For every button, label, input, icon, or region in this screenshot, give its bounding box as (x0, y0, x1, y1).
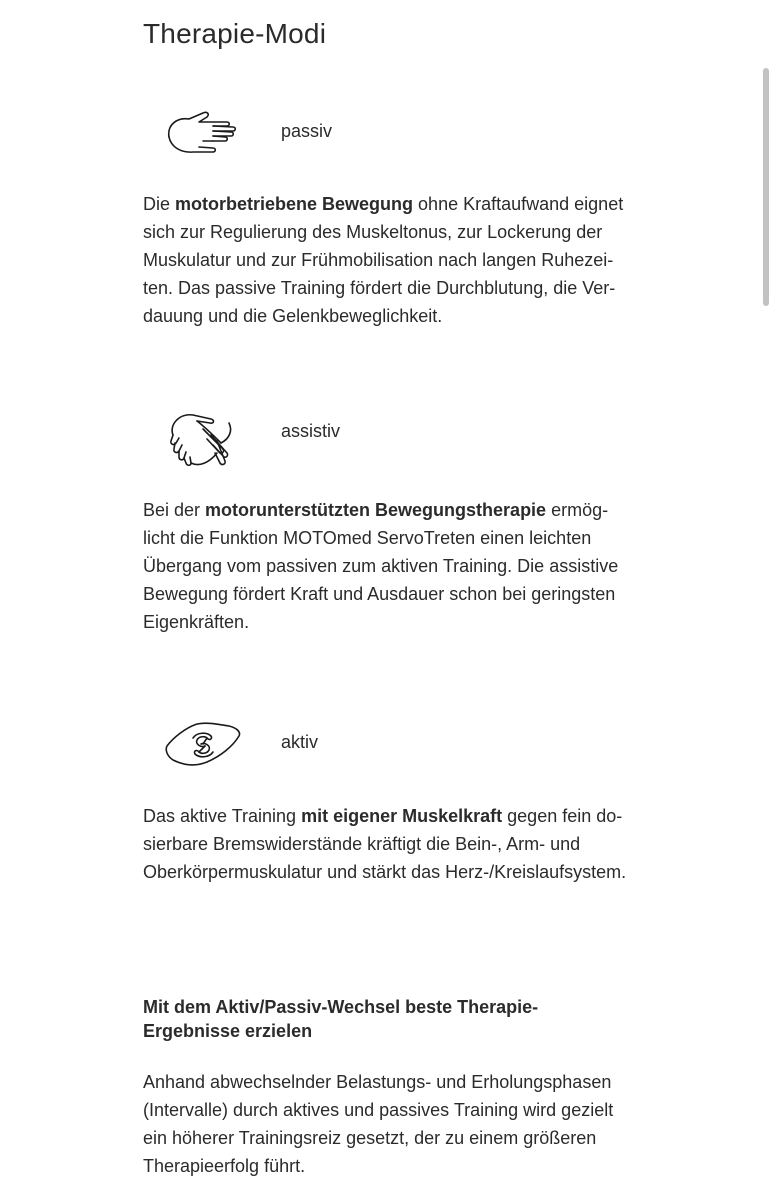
handshake-icon (163, 405, 243, 475)
scrollbar-thumb[interactable] (763, 68, 769, 306)
main-content (143, 0, 627, 1176)
mode-label: aktiv (281, 732, 319, 752)
mode-header (143, 716, 627, 786)
gripping-hands-icon (163, 716, 243, 776)
highlight-text: motorunterstützten Bewegungstherapie (205, 500, 547, 520)
mode-header (143, 405, 627, 475)
mode-header (143, 105, 627, 175)
page-title: Therapie-Modi (143, 18, 327, 49)
mode-label: passiv (281, 121, 333, 141)
open-hand-icon (163, 105, 243, 165)
scrollbar[interactable] (762, 0, 772, 1200)
mode-assistiv (143, 405, 627, 475)
mode-description: Die motorbetriebene Bewegung ohne Kraftaufwand eignet sich zur Regulierung des Muskeltonus, zur Lockerung der Muskulatur und zur Frühmobilisation nach langen Ruhezeiten. Das passive Training fördert die Durchblutung, die Verdauung und die Gelenkbeweglichkeit. (143, 194, 624, 326)
highlight-text: mit eigener Muskelkraft (301, 806, 503, 826)
mode-label: assistiv (281, 421, 341, 441)
mode-aktiv (143, 716, 627, 786)
highlight-text: motorbetriebene Bewegung (175, 194, 414, 214)
mode-description: Das aktive Training mit eigener Muskelkraft gegen fein dosierbare Bremswiderstände kräftigt die Bein-, Arm- und Oberkörpermuskulatur und stärkt das Herz-/Kreislaufsystem. (143, 806, 627, 882)
section-heading: Mit dem Aktiv/Passiv-Wechsel beste Therapie-Ergebnisse erzielen (143, 997, 539, 1041)
section-text: Anhand abwechselnder Belastungs- und Erholungsphasen (Intervalle) durch aktives und passives Training wird gezielt ein höherer Trainingsreiz gesetzt, der zu einem größeren Therapieerfolg führt. (143, 1072, 614, 1176)
mode-description: Bei der motorunterstützten Bewegungstherapie ermöglicht die Funktion MOTOmed ServoTreten einen leichten Übergang vom passiven zum aktiven Training. Die assistive Bewegung fördert Kraft und Ausdauer schon bei geringsten Eigenkräften. (143, 500, 619, 632)
mode-passiv (143, 105, 627, 175)
